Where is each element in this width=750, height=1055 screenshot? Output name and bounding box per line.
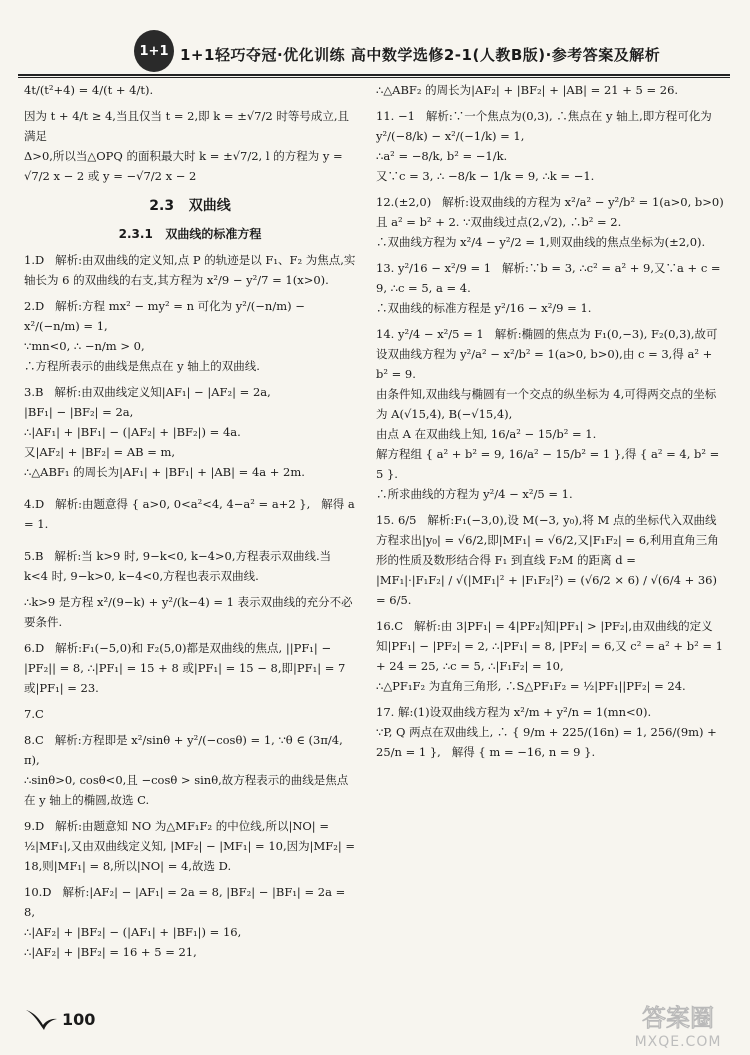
answer-line: ∵mn<0, ∴ −n/m > 0,	[24, 339, 145, 353]
answer-line: ∴双曲线的标准方程是 y²/16 − x²/9 = 1.	[376, 301, 592, 315]
answer-line: ∴a² = −8/k, b² = −1/k.	[376, 149, 508, 163]
bird-icon	[24, 1004, 58, 1034]
svg-text:答案圈: 答案圈	[642, 1004, 714, 1032]
answer-item-9: 9.D 解析:由题意知 NO 为△MF₁F₂ 的中位线,所以|NO| = ½|MF₁|,又由双曲线定义知, |MF₂| − |MF₁| = 10,因为|MF₂| = 18,则|MF₁| = 8,所以|NO| = 4,故选 D.	[24, 819, 359, 873]
answer-item-14: 14. y²/4 − x²/5 = 1 解析:椭圆的焦点为 F₁(0,−3), F₂(0,3),故可设双曲线方程为 y²/a² − x²/b² = 1(a>0, b>0),由 c = 3,得 a² + b² = 9.	[376, 327, 718, 381]
answer-line: Δ>0,所以当△OPQ 的面积最大时 k = ±√7/2, l 的方程为 y =	[24, 149, 343, 163]
answer-item-11: 11. −1 解析:∵一个焦点为(0,3), ∴焦点在 y 轴上,即方程可化为 y²/(−8/k) − x²/(−1/k) = 1,	[376, 109, 716, 143]
answer-item-2: 2.D 解析:方程 mx² − my² = n 可化为 y²/(−n/m) − x²/(−n/m) = 1,	[24, 299, 309, 333]
answer-line: √7/2 x − 2 或 y = −√7/2 x − 2	[24, 169, 197, 183]
answer-line: ∴所求曲线的方程为 y²/4 − x²/5 = 1.	[376, 487, 573, 501]
answer-item-7: 7.C	[24, 707, 44, 721]
answer-item-10: 10.D 解析:|AF₂| − |AF₁| = 2a = 8, |BF₂| − |BF₁| = 2a = 8,	[24, 885, 349, 919]
answer-item-15: 15. 6/5 解析:F₁(−3,0),设 M(−3, y₀),将 M 点的坐标代入双曲线方程求出|y₀| = √6/2,即|MF₁| = √6/2,又|F₁F₂| = 6,利用直角三角形的性质及数形结合得 F₁ 到直线 F₂M 的距离 d =	[376, 513, 719, 567]
header-rule-thin	[18, 77, 730, 78]
answer-line: 又|AF₂| + |BF₂| = AB = m,	[24, 445, 176, 459]
answer-line: ∴△ABF₂ 的周长为|AF₂| + |BF₂| + |AB| = 21 + 5 = 26.	[376, 83, 679, 97]
answer-item-16: 16.C 解析:由 3|PF₁| = 4|PF₂|知|PF₁| > |PF₂|,由双曲线的定义知|PF₁| − |PF₂| = 2, ∴|PF₁| = 8, |PF₂| = 6,又 c² = a² + b² = 1 + 24 = 25, ∴c = 5, ∴|F₁F₂| = 10,	[376, 619, 727, 673]
answer-item-12: 12.(±2,0) 解析:设双曲线的方程为 x²/a² − y²/b² = 1(a>0, b>0)且 a² = b² + 2. ∵双曲线过点(2,√2), ∴b² = 2.	[376, 195, 724, 229]
answer-line: |BF₁| − |BF₂| = 2a,	[24, 405, 134, 419]
page-footer	[24, 1004, 144, 1040]
answer-item-1: 1.D 解析:由双曲线的定义知,点 P 的轨迹是以 F₁、F₂ 为焦点,实轴长为 6 的双曲线的右支,其方程为 x²/9 − y²/7 = 1(x>0).	[24, 253, 356, 287]
answer-line: ∴|AF₁| + |BF₁| − (|AF₂| + |BF₂|) = 4a.	[24, 425, 241, 439]
watermark-logo	[612, 1000, 744, 1050]
right-column	[376, 80, 726, 762]
section-heading: 2.3 双曲线	[149, 198, 231, 214]
answer-item-3: 3.B 解析:由双曲线定义知|AF₁| − |AF₂| = 2a,	[24, 385, 271, 399]
answer-item-8: 8.C 解析:方程即是 x²/sinθ + y²/(−cosθ) = 1, ∵θ ∈ (3π/4, π),	[24, 733, 347, 767]
svg-text:MXQE.COM: MXQE.COM	[634, 1034, 722, 1050]
answer-line: ∴双曲线方程为 x²/4 − y²/2 = 1,则双曲线的焦点坐标为(±2,0).	[376, 235, 706, 249]
answer-line: 又∵c = 3, ∴ −8/k − 1/k = 9, ∴k = −1.	[376, 169, 595, 183]
answer-line: ∴|AF₂| + |BF₂| = 16 + 5 = 21,	[24, 945, 197, 959]
answer-line: 由点 A 在双曲线上知, 16/a² − 15/b² = 1.	[376, 427, 597, 441]
answer-line: ∴|AF₂| + |BF₂| − (|AF₁| + |BF₁|) = 16,	[24, 925, 242, 939]
answer-line: 解方程组 { a² + b² = 9, 16/a² − 15/b² = 1 },得 { a² = 4, b² = 5 }.	[376, 447, 723, 481]
answer-line: 由条件知,双曲线与椭圆有一个交点的纵坐标为 4,可得两交点的坐标为 A(√15,4), B(−√15,4),	[376, 387, 717, 421]
header-rule	[18, 74, 730, 76]
answer-line: ∴△ABF₁ 的周长为|AF₁| + |BF₁| + |AB| = 4a + 2m.	[24, 465, 305, 479]
brand-logo: 1+1	[134, 30, 174, 72]
page-number: 100	[62, 1010, 96, 1029]
answer-line: ∵P, Q 两点在双曲线上, ∴ { 9/m + 225/(16n) = 1, 256/(9m) + 25/n = 1 }, 解得 { m = −16, n = 9 }.	[376, 725, 721, 759]
answer-line: ∴k>9 是方程 x²/(9−k) + y²/(k−4) = 1 表示双曲线的充分不必要条件.	[24, 595, 353, 629]
answer-item-17: 17. 解:(1)设双曲线方程为 x²/m + y²/n = 1(mn<0).	[376, 705, 652, 719]
subsection-heading: 2.3.1 双曲线的标准方程	[118, 227, 262, 241]
answer-item-6: 6.D 解析:F₁(−5,0)和 F₂(5,0)都是双曲线的焦点, ||PF₁| − |PF₂|| = 8, ∴|PF₁| = 15 + 8 或|PF₁| = 15 − 8,即|PF₁| = 7 或|PF₁| = 23.	[24, 641, 349, 695]
answer-line: ∴△PF₁F₂ 为直角三角形, ∴S△PF₁F₂ = ½|PF₁||PF₂| = 24.	[376, 679, 686, 693]
answer-line: ∴方程所表示的曲线是焦点在 y 轴上的双曲线.	[24, 359, 260, 373]
page-header	[0, 30, 750, 78]
answer-line: |MF₁|·|F₁F₂| / √(|MF₁|² + |F₁F₂|²) = (√6/2 × 6) / √(6/4 + 36) = 6/5.	[376, 573, 721, 607]
answer-item-13: 13. y²/16 − x²/9 = 1 解析:∵b = 3, ∴c² = a² + 9,又∵a + c = 9, ∴c = 5, a = 4.	[376, 261, 725, 295]
answer-line: ∴sinθ>0, cosθ<0,且 −cosθ > sinθ,故方程表示的曲线是焦点在 y 轴上的椭圆,故选 C.	[24, 773, 349, 807]
answer-item-5: 5.B 解析:当 k>9 时, 9−k<0, k−4>0,方程表示双曲线.当 k<4 时, 9−k>0, k−4<0,方程也表示双曲线.	[24, 549, 335, 583]
answer-line: 4t/(t²+4) = 4/(t + 4/t).	[24, 83, 154, 97]
header-title: 1+1轻巧夺冠·优化训练 高中数学选修2-1(人教B版)·参考答案及解析	[180, 46, 661, 64]
answer-line: 因为 t + 4/t ≥ 4,当且仅当 t = 2,即 k = ±√7/2 时等号成立,且满足	[24, 109, 350, 143]
answer-item-4: 4.D 解析:由题意得 { a>0, 0<a²<4, 4−a² = a+2 }, 解得 a = 1.	[24, 497, 359, 531]
left-column	[24, 80, 359, 962]
